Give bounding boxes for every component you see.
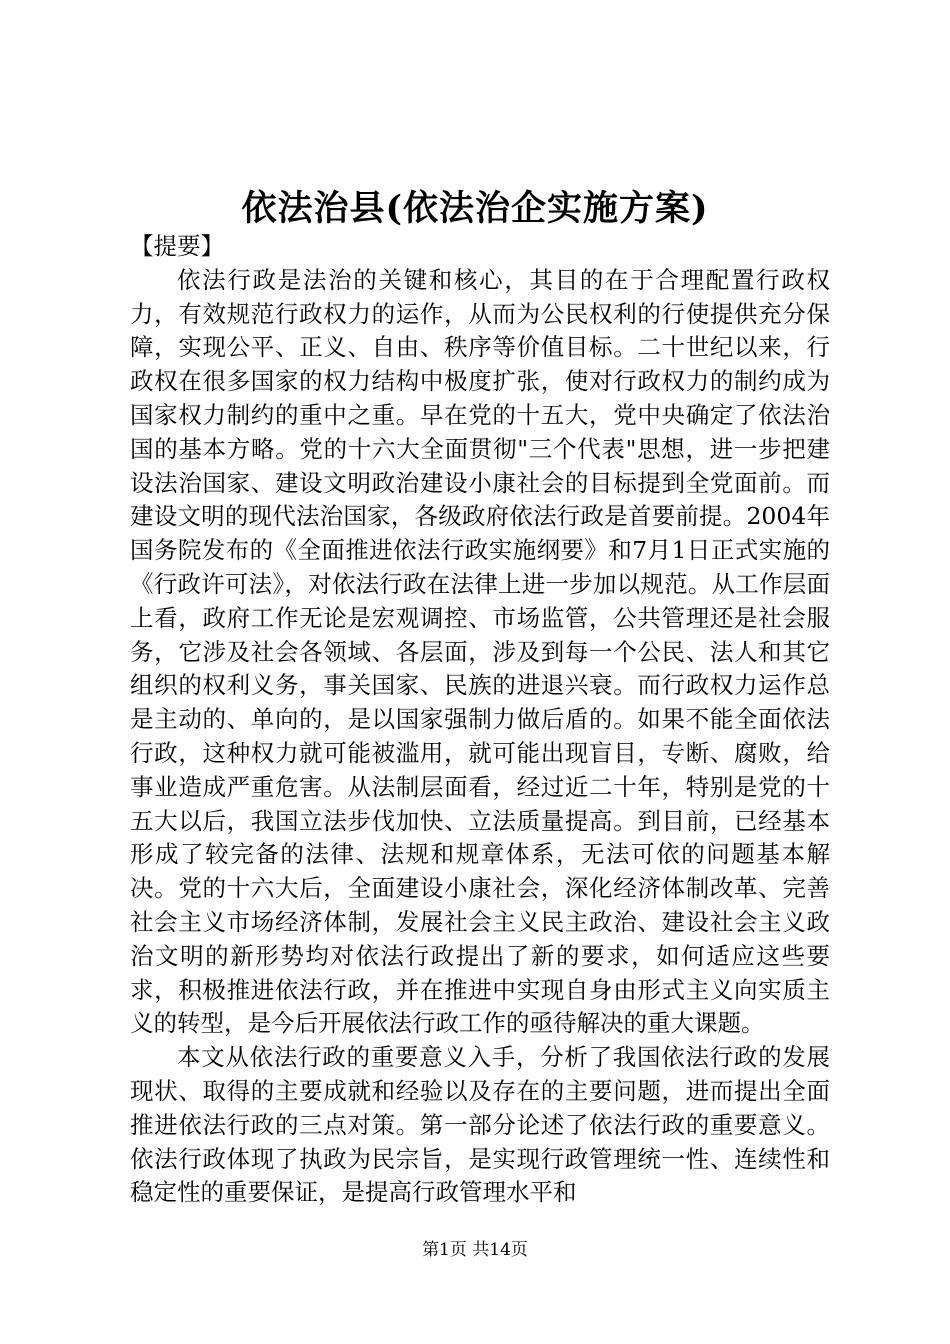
summary-label: 【提要】 [130,232,224,260]
paragraph-1: 依法行政是法治的关键和核心，其目的在于合理配置行政权力，有效规范行政权力的运作，从而为公民权利的行使提供充分保障，实现公平、正义、自由、秩序等价值目标。二十世纪以来，行政权在很多国家的权力结构中极度扩张，使对行政权力的制约成为国家权力制约的重中之重。早在党的十五大，党中央确定了依法治国的基本方略。党的十六大全面贯彻"三个代表"思想，进一步把建设法治国家、建设文明政治建设小康社会的目标提到全党面前。而建设文明的现代法治国家，各级政府依法行政是首要前提。2004年国务院发布的《全面推进依法行政实施纲要》和7月1日正式实施的《行政许可法》，对依法行政在法律上进一步加以规范。从工作层面上看，政府工作无论是宏观调控、市场监管，公共管理还是社会服务，它涉及社会各领域、各层面，涉及到每一个公民、法人和其它组织的权利义务，事关国家、民族的进退兴衰。而行政权力运作总是主动的、单向的，是以国家强制力做后盾的。如果不能全面依法行政，这种权力就可能被滥用，就可能出现盲目，专断、腐败，给事业造成严重危害。从法制层面看，经过近二十年，特别是党的十五大以后，我国立法步伐加快、立法质量提高。到目前，已经基本形成了较完备的法律、法规和规章体系，无法可依的问题基本解决。党的十六大后，全面建设小康社会，深化经济体制改革、完善社会主义市场经济体制，发展社会主义民主政治、建设社会主义政治文明的新形势均对依法行政提出了新的要求，如何适应这些要求，积极推进依法行政，并在推进中实现自身由形式主义向实质主义的转型，是今后开展依法行政工作的亟待解决的重大课题。 [130,265,830,1038]
paragraph-2: 本文从依法行政的重要意义入手，分析了我国依法行政的发展现状、取得的主要成就和经验以及存在的主要问题，进而提出全面推进依法行政的三点对策。第一部分论述了依法行政的重要意义。依法行政体现了执政为民宗旨，是实现行政管理统一性、连续性和稳定性的重要保证，是提高行政管理水平和 [130,1043,830,1207]
document-title: 依法治县(依法治企实施方案) [241,188,709,229]
document-body [130,230,830,1210]
page-footer: 第1页 共14页 [422,1240,528,1260]
